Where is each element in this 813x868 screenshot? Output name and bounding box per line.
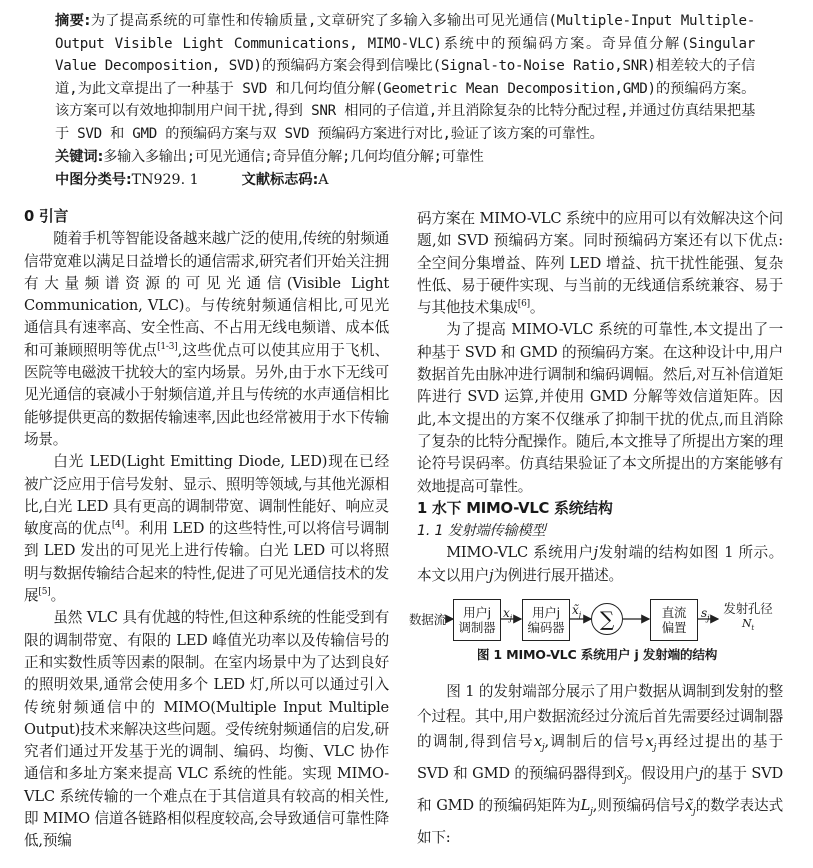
citation: [1-3] <box>157 341 178 352</box>
abstract-text: 为了提高系统的可靠性和传输质量,文章研究了多输入多输出可见光通信(Multiple-Input Multiple-Output Visible Light Communications, MIMO-VLC)系统中的预编码方案。奇异值分解(Singular Value Decomposition, SVD)的预编码方案会得到信噪比(Signal-to-Noise Ratio,SNR)相差较大的子信道,为此文章提出了一种基于 SVD 和几何均值分解(Geometric Mean Decomposition,GMD)的预编码方案。该方案可以有效地抑制用户间干扰,得到 SNR 相同的子信道,并且消除复杂的比特分配过程,并通过仿真结果把基于 SVD 和 GMD 的预编码方案与双 SVD 预编码方案进行对比,验证了该方案的可靠性。 <box>55 13 755 142</box>
keywords-line <box>55 146 483 169</box>
abstract-block <box>55 10 755 146</box>
paragraph: 码方案在 MIMO-VLC 系统中的应用可以有效解决这个问题,如 SVD 预编码方案。同时预编码方案还有以下优点:全空间分集增益、阵列 LED 增益、抗干扰性能强、复杂性低、易于硬件实现、与当前的无线通信系统兼容、易于与其他技术集成[6]。 <box>417 210 783 317</box>
doc-code-label: 文献标志码: <box>241 172 319 188</box>
dc-bias-box: 直流 偏置 <box>650 599 698 641</box>
input-label: 数据流 <box>409 612 446 628</box>
aperture-box: 发射孔径 $N_t$ <box>719 599 777 639</box>
citation: [4] <box>111 520 124 531</box>
signal-x-label: $x_j$ <box>503 606 512 623</box>
signal-s-label: $s_j$ <box>701 606 710 623</box>
paragraph: 为了提高 MIMO-VLC 系统的可靠性,本文提出了一种基于 SVD 和 GMD 的预编码方案。在这种设计中,用户数据首先由脉冲进行调制和编码调幅。然后,对互补信道矩阵进行 SVD 运算,并使用 GMD 分解等效信道矩阵。因此,本文提出的方案不仅继承了抑制干扰的优点,而且消除了复杂的比特分配操作。随后,本文推导了所提出方案的理论符号误码率。仿真结果验证了本文所提出的方案能够有效地提高可靠性。 <box>417 321 783 495</box>
figure-1 <box>411 591 783 669</box>
keywords-label: 关键词: <box>55 149 104 165</box>
classification-label: 中图分类号: <box>55 172 132 188</box>
sum-node: ∑ <box>591 603 623 635</box>
section-title-structure: 1 水下 MIMO-VLC 系统结构 <box>417 499 613 517</box>
subsection-title: 1. 1 发射端传输模型 <box>417 523 546 540</box>
right-column <box>409 208 784 850</box>
modulator-box: 用户j 调制器 <box>453 599 501 641</box>
classification-line <box>55 169 329 192</box>
citation: [5] <box>38 587 51 598</box>
encoder-box: 用户j 编码器 <box>522 599 570 641</box>
abstract-label: 摘要: <box>55 13 91 29</box>
doc-code-value: A <box>318 172 329 188</box>
section-title-intro: 0 引言 <box>24 208 69 225</box>
figure-caption: 图 1 MIMO-VLC 系统用户 j 发射端的结构 <box>476 647 718 663</box>
paragraph: MIMO-VLC 系统用户j发射端的结构如图 1 所示。本文以用户j为例进行展开描述。 <box>417 544 783 584</box>
classification-value: TN929. 1 <box>131 172 199 188</box>
paragraph: 图 1 的发射端部分展示了用户数据从调制到发射的整个过程。其中,用户数据流经过分流后首先需要经过调制器的调制,得到信号$x_j$,调制后的信号$x_j$再经过提出的基于 SVD 和 GMD 的预编码器得到$x̃_j$。假设用户j的基于 SVD 和 GMD 的预编码矩阵为$L_j$,则预编码信号$x̃_j$的数学表达式如下: <box>417 683 784 846</box>
keywords-text: 多输入多输出;可见光通信;奇异值分解;几何均值分解;可靠性 <box>103 149 484 165</box>
signal-xtilde-label: $x̃_j$ <box>572 603 581 620</box>
paragraph: 虽然 VLC 具有优越的特性,但这种系统的性能受到有限的调制带宽、有限的 LED 峰值光功率以及传输信号的正和实数性质等因素的限制。在室内场景中为了达到良好的照明效果,通常会使用多个 LED 灯,所以可以通过引入传统射频通信中的 MIMO(Multiple Input Multiple Output)技术来解决这些问题。受传统射频通信的启发,研究者们通过开发基于光的调制、编码、均衡、VLC 协作通信和多址方案来提高 VLC 系统的性能。实现 MIMO-VLC 系统传输的一个难点在于其信道具有较高的相关性,即 MIMO 信道各链路相似程度较高,会导致通信可靠性降低,预编 <box>24 609 389 850</box>
left-column <box>24 206 389 853</box>
citation: [6] <box>517 299 530 310</box>
paragraph: 白光 LED(Light Emitting Diode, LED)现在已经被广泛应用于信号发射、显示、照明等领域,与其他光源相比,白光 LED 具有更高的调制带宽、调制性能好、响应灵敏度高的优点[4]。利用 LED 的这些特性,可以将信号调制到 LED 发出的可见光上进行传输。白光 LED 可以将照明与数据传输结合起来的特性,促进了可见光通信技术的发展[5]。 <box>24 453 389 605</box>
paragraph: 随着手机等智能设备越来越广泛的使用,传统的射频通信带宽难以满足日益增长的通信需求,研究者们开始关注拥有大量频谱资源的可见光通信(Visible Light Communication, VLC)。与传统射频通信相比,可见光通信具有速率高、安全性高、不占用无线电频谱、成本低和可兼顾照明等优点[1-3],这些优点可以使其应用于飞机、医院等电磁波干扰较大的室内场景。另外,由于水下无线可见光通信的衰减小于射频信道,并且与传统的水声通信相比能够提供更高的数据传输速率,因此也经常被用于水下传输场景。 <box>24 230 390 448</box>
